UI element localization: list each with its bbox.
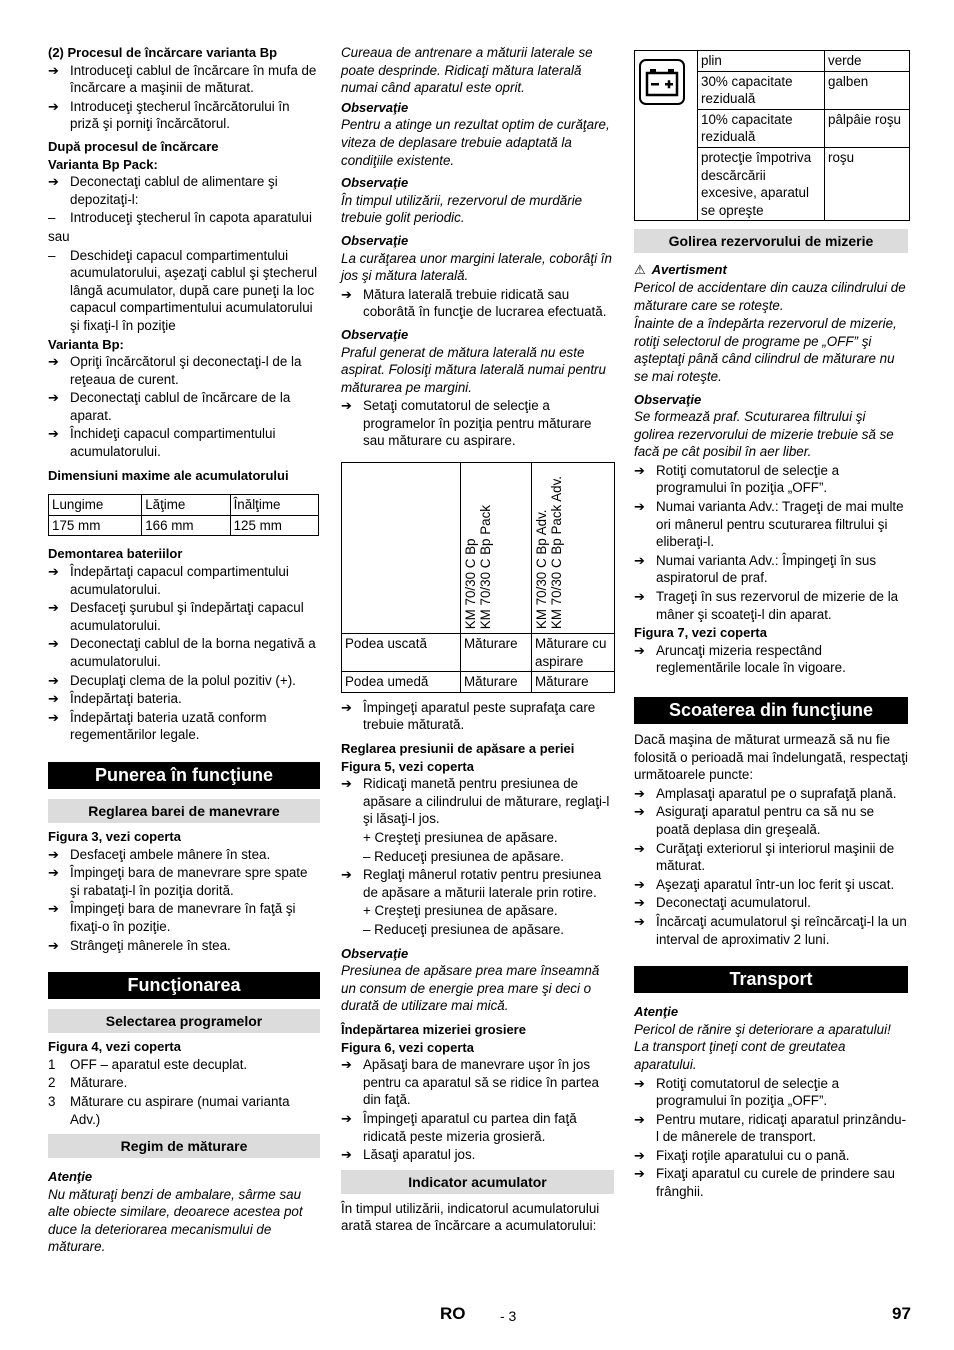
model-header: KM 70/30 C Bp KM 70/30 C Bp Pack: [463, 504, 493, 630]
section-band: Transport: [634, 966, 908, 993]
table-cell: 166 mm: [142, 515, 230, 536]
figure-ref: Figura 7, vezi coperta: [634, 625, 767, 641]
list-item: ➔ Amplasaţi aparatul pe o suprafaţă plană.: [634, 785, 908, 803]
list-item: ➔ Ridicaţi manetă pentru presiunea de apăsare a cilindrului de măturare, reglaţi-l şi lăsaţi-l jos.: [341, 775, 614, 828]
table-cell: [532, 463, 615, 634]
note-text: Pentru a atinge un rezultat optim de curăţare, viteza de deplasare trebuie adaptată la condiţiile existente.: [341, 117, 610, 168]
table-cell: Măturare: [461, 672, 532, 693]
list-item: 3 Măturare cu aspirare (numai varianta Adv.): [48, 1093, 290, 1127]
list-item: 1 OFF – aparatul este decuplat.: [48, 1056, 248, 1072]
list-item: ➔ Strângeţi mânerele în stea.: [48, 937, 320, 955]
table-cell: [461, 463, 532, 634]
table-cell: Lungime: [49, 495, 142, 516]
note-label: Observaţie: [341, 326, 409, 342]
list-item: ➔ Deconectaţi acumulatorul.: [634, 894, 908, 912]
note-label: Observaţie: [341, 945, 409, 961]
decrease-text: – Reduceţi presiunea de apăsare.: [363, 921, 564, 937]
list-item: ➔ Reglaţi mânerul rotativ pentru presiunea de apăsare a măturii laterale prin rotire.: [341, 866, 614, 901]
note-text: Presiunea de apăsare prea mare înseamnă un consum de energie prea mare şi deci o durată de utilizare mai mică.: [341, 963, 600, 1014]
footer-language: RO: [440, 1304, 466, 1323]
battery-table: [634, 50, 910, 221]
note-text: În timpul utilizării, rezervorul de murdărie trebuie golit periodic.: [341, 192, 583, 226]
note-text: Praful generat de mătura laterală nu este aspirat. Folosiţi mătura laterală numai pentru măturarea pe margini.: [341, 344, 606, 395]
list-item: ➔ Introduceţi cablul de încărcare în mufa de încărcare a maşinii de măturat.: [48, 62, 320, 97]
figure-ref: Figura 6, vezi coperta: [341, 1039, 474, 1055]
note-label: Observaţie: [341, 232, 409, 248]
list-item: ➔ Îndepărtaţi capacul compartimentului acumulatorului.: [48, 563, 320, 598]
list-item: 2 Măturare.: [48, 1075, 128, 1091]
table-cell: Podea uscată: [342, 634, 461, 672]
list-item: ➔ Mătura laterală trebuie ridicată sau coborâtă în funcţie de lucrarea efectuată.: [341, 286, 614, 321]
note-label: Observaţie: [634, 391, 702, 407]
table-cell: [635, 51, 698, 221]
table-cell: Lăţime: [142, 495, 230, 516]
table-cell: Măturare cu aspirare: [532, 634, 615, 672]
list-item: – Deschideţi capacul compartimentului acumulatorului, aşezaţi cablul şi ştecherul lângă acumulator, după care puneţi la loc capacul compartimentului acumulatorului şi fixaţi-l în poziţie: [48, 247, 320, 335]
table-cell: roşu: [825, 147, 910, 220]
list-item: ➔ Deconectaţi cablul de la borna negativă a acumulatorului.: [48, 635, 320, 670]
list-item: ➔ Rotiţi comutatorul de selecţie a programului în poziţia „OFF”.: [634, 1075, 908, 1110]
figure-ref: Figura 4, vezi coperta: [48, 1039, 181, 1055]
list-item: ➔ Fixaţi aparatul cu curele de prindere sau frânghii.: [634, 1165, 908, 1200]
subsection-band: Golirea rezervorului de mizerie: [634, 229, 908, 253]
table-cell: 30% capacitate reziduală: [698, 71, 825, 109]
or-text: sau: [48, 228, 70, 244]
list-item: ➔ Trageţi în sus rezervorul de mizerie de la mâner şi scoateţi-l din aparat.: [634, 588, 908, 623]
list-item: – Introduceţi ştecherul în capota aparatului: [48, 209, 320, 227]
table-cell: 175 mm: [49, 515, 142, 536]
list-item: ➔ Încărcaţi acumulatorul şi reîncărcaţi-l la un interval de aproximativ 2 luni.: [634, 913, 908, 948]
note-label: Observaţie: [341, 175, 409, 191]
list-item: ➔ Introduceţi ştecherul încărcătorului în priză şi porniţi încărcătorul.: [48, 98, 320, 133]
list-item: ➔ Împingeţi bara de manevrare spre spate şi rabataţi-l în poziţia dorită.: [48, 864, 320, 899]
section-band: Scoaterea din funcţiune: [634, 697, 908, 724]
list-item: ➔ Aşezaţi aparatul într-un loc ferit şi uscat.: [634, 876, 908, 894]
list-item: ➔ Desfaceţi şurubul şi îndepărtaţi capacul acumulatorului.: [48, 599, 320, 634]
decrease-text: – Reduceţi presiunea de apăsare.: [363, 848, 564, 864]
subsection-band: Regim de măturare: [48, 1134, 320, 1158]
table-cell: Măturare: [532, 672, 615, 693]
column-2: [341, 44, 614, 1236]
section-band: Funcţionarea: [48, 972, 320, 999]
list-item: ➔ Închideţi capacul compartimentului acumulatorului.: [48, 425, 320, 460]
pack-heading: Varianta Bp Pack:: [48, 156, 158, 172]
coarse-heading: Îndepărtarea mizeriei grosiere: [341, 1021, 526, 1037]
battery-icon: [639, 59, 685, 105]
decommission-intro: Dacă maşina de măturat urmează să nu fie folosită o perioadă mai îndelungată, respectaţi următoarele puncte:: [634, 732, 908, 783]
figure-ref: Figura 3, vezi coperta: [48, 828, 181, 844]
warning-icon: ⚠: [634, 262, 646, 278]
table-cell: galben: [825, 71, 910, 109]
caution-label: Atenţie: [48, 1169, 93, 1185]
after-charge-heading: După procesul de încărcare: [48, 138, 219, 154]
list-item: ➔ Deconectaţi cablul de încărcare de la aparat.: [48, 389, 320, 424]
dims-heading: Dimensiuni maxime ale acumulatorului: [48, 467, 289, 483]
list-item: ➔ Împingeţi aparatul peste suprafaţa care trebuie măturată.: [341, 699, 614, 734]
increase-text: + Creşteţi presiunea de apăsare.: [363, 830, 558, 845]
table-cell: pâlpâie roşu: [825, 109, 910, 147]
list-item: ➔ Decuplaţi clema de la polul pozitiv (+).: [48, 672, 320, 690]
list-item: ➔ Opriţi încărcătorul şi deconectaţi-l de la reţeaua de curent.: [48, 353, 320, 388]
indicator-text: În timpul utilizării, indicatorul acumulatorului arată starea de încărcare a acumulatorului:: [341, 1200, 600, 1234]
subsection-band: Selectarea programelor: [48, 1009, 320, 1033]
remove-heading: Demontarea bateriilor: [48, 546, 183, 562]
list-item: ➔ Numai varianta Adv.: Trageţi de mai multe ori mânerul pentru scuturarea filtrului şi eliberaţi-l.: [634, 498, 908, 551]
column-3: [634, 50, 908, 1202]
increase-text: + Creşteţi presiunea de apăsare.: [363, 903, 558, 919]
footer-section: - 3: [500, 1308, 517, 1324]
list-item: ➔ Îndepărtaţi bateria uzată conform regementărilor legale.: [48, 709, 320, 744]
page-number: 97: [892, 1304, 911, 1323]
table-cell: Înălţime: [230, 495, 318, 516]
list-item: ➔ Împingeţi bara de manevrare în faţă şi fixaţi-o în poziţie.: [48, 900, 320, 935]
table-cell: Podea umedă: [342, 672, 461, 693]
list-item: ➔ Setaţi comutatorul de selecţie a programelor în poziţia pentru măturare sau măturare cu aspirare.: [341, 397, 614, 450]
dims-table: [48, 494, 319, 536]
list-item: ➔ Deconectaţi cablul de alimentare şi depozitaţi-l:: [48, 173, 320, 208]
table-cell: verde: [825, 51, 910, 72]
charge-heading: (2) Procesul de încărcare varianta Bp: [48, 45, 278, 60]
bp-heading: Varianta Bp:: [48, 336, 124, 352]
list-item: ➔ Numai varianta Adv.: Împingeţi în sus aspiratorul de praf.: [634, 552, 908, 587]
subsection-band: Reglarea barei de manevrare: [48, 799, 320, 823]
caution-text: Nu măturaţi benzi de ambalare, sârme sau alte obiecte similare, deoarece acestea pot duce la deteriorarea mecanismului de măturare.: [48, 1186, 303, 1255]
table-cell: protecţie împotriva descărcării excesive, aparatul se opreşte: [698, 147, 825, 220]
warning-text: Înainte de a îndepărta rezervorul de mizerie, rotiţi selectorul de programe pe „OFF” şi aşteptaţi până când cilindrul de măturare nu se mai roteşte.: [634, 316, 897, 384]
section-band: Punerea în funcţiune: [48, 762, 320, 789]
note-text: La curăţarea unor margini laterale, coborâţi în jos şi mătura laterală.: [341, 250, 612, 284]
table-cell: 125 mm: [230, 515, 318, 536]
list-item: ➔ Împingeţi aparatul cu partea din faţă ridicată peste mizeria grosieră.: [341, 1110, 614, 1145]
note-label: Observaţie: [341, 99, 409, 115]
mode-table: [341, 462, 615, 693]
figure-ref: Figura 5, vezi coperta: [341, 758, 474, 774]
list-item: ➔ Fixaţi roţile aparatului cu o pană.: [634, 1147, 908, 1165]
warning-label: ⚠ Avertisment: [634, 262, 727, 278]
list-item: ➔ Pentru mutare, ridicaţi aparatul prinzându-l de mânerele de transport.: [634, 1111, 908, 1146]
list-item: ➔ Asiguraţi aparatul pentru ca să nu se poată deplasa din greşeală.: [634, 803, 908, 838]
list-item: ➔ Curăţaţi exteriorul şi interiorul maşinii de măturat.: [634, 840, 908, 875]
list-item: ➔ Îndepărtaţi bateria.: [48, 690, 320, 708]
list-item: ➔ Lăsaţi aparatul jos.: [341, 1146, 614, 1164]
subsection-band: Indicator acumulator: [341, 1170, 614, 1194]
column-1: [48, 44, 320, 1257]
note-text: Se formează praf. Scuturarea filtrului şi golirea rezervorului de mizerie trebuie să se facă pe cât posibil în aer liber.: [634, 409, 894, 460]
table-cell: [342, 463, 461, 634]
list-item: ➔ Aruncaţi mizeria respectând reglementările locale în vigoare.: [634, 642, 908, 677]
caution-label: Atenţie: [634, 1004, 679, 1020]
model-header: KM 70/30 C Bp Adv. KM 70/30 C Bp Pack Adv.: [534, 475, 564, 630]
warning-text: Pericol de accidentare din cauza cilindrului de măturare care se roteşte.: [634, 279, 906, 313]
caution-text: Pericol de rănire şi deteriorare a aparatului! La transport ţineţi cont de greutatea aparatului.: [634, 1021, 891, 1072]
list-item: ➔ Desfaceţi ambele mânere în stea.: [48, 846, 320, 864]
table-cell: plin: [698, 51, 825, 72]
intro-text: Cureaua de antrenare a măturii laterale se poate desprinde. Ridicaţi mătura laterală numai când aparatul este oprit.: [341, 45, 593, 96]
list-item: ➔ Apăsaţi bara de manevrare uşor în jos pentru ca aparatul să se ridice în partea din faţă.: [341, 1056, 614, 1109]
pressure-heading: Reglarea presiunii de apăsare a periei: [341, 741, 575, 757]
list-item: ➔ Rotiţi comutatorul de selecţie a programului în poziţia „OFF”.: [634, 462, 908, 497]
table-cell: 10% capacitate reziduală: [698, 109, 825, 147]
table-cell: Măturare: [461, 634, 532, 672]
